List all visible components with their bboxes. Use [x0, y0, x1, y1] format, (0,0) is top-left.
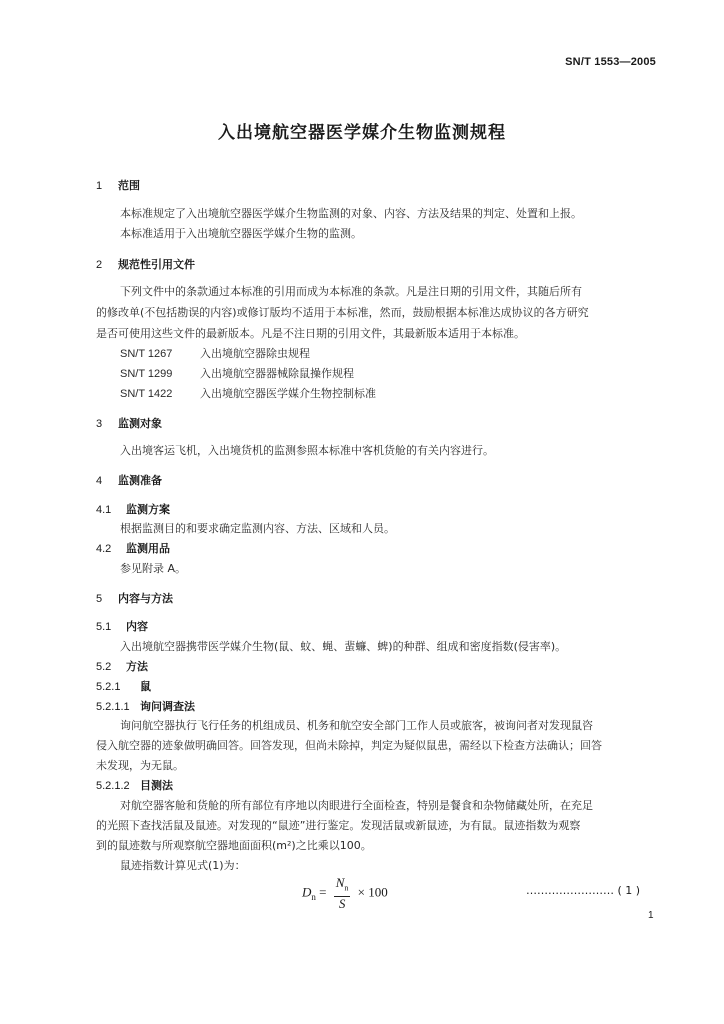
- paragraph-line: 对航空器客舱和货舱的所有部位有序地以肉眼进行全面检查，特别是餐食和杂物储藏处所，在充足: [120, 799, 593, 812]
- formula-denominator: [334, 897, 351, 911]
- reference-item: [120, 365, 354, 381]
- paragraph: 本标准规定了入出境航空器医学媒介生物监测的对象、内容、方法及结果的判定、处置和上报。: [120, 207, 582, 220]
- section-title: 监测对象: [118, 417, 162, 430]
- denominator-symbol: S: [338, 895, 346, 911]
- paragraph: 入出境客运飞机，入出境货机的监测参照本标准中客机货舱的有关内容进行。: [120, 444, 494, 457]
- formula-tail: × 100: [357, 884, 388, 900]
- paragraph-line: 下列文件中的条款通过本标准的引用而成为本标准的条款。凡是注日期的引用文件，其随后所有: [120, 285, 582, 298]
- paragraph: 根据监测目的和要求确定监测内容、方法、区域和人员。: [120, 522, 395, 535]
- section-2-heading: [96, 256, 195, 272]
- subsection-5-2-1-2-heading: [96, 777, 173, 793]
- paragraph-line: 鼠迹指数计算见式(1)为：: [120, 859, 246, 872]
- section-number: 4.2: [96, 543, 112, 555]
- reference-name: 入出境航空器器械除鼠操作规程: [200, 367, 354, 380]
- formula-equals: =: [319, 884, 327, 900]
- section-title: 监测方案: [126, 503, 170, 516]
- section-title: 询问调查法: [140, 700, 195, 713]
- section-title: 目测法: [140, 779, 173, 792]
- paragraph: 入出境航空器携带医学媒介生物(鼠、蚊、蝇、蜚蠊、蜱)的种群、组成和密度指数(侵害率)。: [120, 640, 567, 653]
- document-title: 入出境航空器医学媒介生物监测规程: [218, 123, 506, 143]
- section-title: 监测准备: [118, 474, 162, 487]
- formula-numerator: [334, 876, 351, 897]
- section-title: 范围: [118, 179, 140, 192]
- reference-item: [120, 345, 310, 361]
- subsection-5-2-1-heading: [96, 678, 151, 694]
- section-title: 鼠: [140, 680, 151, 693]
- subsection-4-2-heading: [96, 540, 170, 556]
- paragraph-line: 是否可使用这些文件的最新版本。凡是不注日期的引用文件，其最新版本适用于本标准。: [96, 327, 525, 340]
- section-number: 1: [96, 180, 103, 192]
- section-number: 4: [96, 475, 103, 487]
- reference-item: [120, 385, 376, 401]
- equation-number: …………………… ( 1 ): [526, 884, 641, 897]
- section-number: 3: [96, 418, 103, 430]
- section-number: 5.2.1: [96, 681, 121, 693]
- reference-name: 入出境航空器除虫规程: [200, 347, 310, 360]
- section-number: 5.2.1.1: [96, 701, 130, 713]
- section-title: 方法: [126, 660, 148, 673]
- section-title: 内容: [126, 620, 148, 633]
- paragraph: 本标准适用于入出境航空器医学媒介生物的监测。: [120, 227, 362, 240]
- subsection-5-1-heading: [96, 618, 148, 634]
- standard-number: SN/T 1553—2005: [565, 56, 656, 68]
- reference-code: SN/T 1422: [120, 388, 173, 400]
- reference-name: 入出境航空器医学媒介生物控制标准: [200, 387, 376, 400]
- section-number: 5: [96, 593, 103, 605]
- section-number: 5.1: [96, 621, 112, 633]
- section-3-heading: [96, 415, 162, 431]
- paragraph-line: 未发现，为无鼠。: [96, 759, 184, 772]
- section-number: 4.1: [96, 504, 112, 516]
- formula-1: [302, 876, 388, 911]
- section-title: 内容与方法: [118, 592, 173, 605]
- paragraph-line: 询问航空器执行飞行任务的机组成员、机务和航空安全部门工作人员或旅客，被询问者对发现鼠咨: [120, 719, 593, 732]
- paragraph-line: 侵入航空器的迹象做明确回答。回答发现，但尚未除掉，判定为疑似鼠患，需经以下检查方法确认；回答: [96, 739, 602, 752]
- reference-code: SN/T 1267: [120, 348, 173, 360]
- formula-fraction: [334, 876, 351, 911]
- subsection-5-2-1-1-heading: [96, 698, 195, 714]
- subsection-4-1-heading: [96, 501, 170, 517]
- section-title: 规范性引用文件: [118, 258, 195, 271]
- formula-lhs-subscript: n: [311, 891, 316, 902]
- section-4-heading: [96, 472, 162, 488]
- section-number: 2: [96, 259, 103, 271]
- numerator-subscript: n: [344, 883, 349, 893]
- section-number: 5.2: [96, 661, 112, 673]
- section-number: 5.2.1.2: [96, 780, 130, 792]
- subsection-5-2-heading: [96, 658, 148, 674]
- section-5-heading: [96, 590, 173, 606]
- section-title: 监测用品: [126, 542, 170, 555]
- section-1-heading: [96, 177, 140, 193]
- page-number: 1: [648, 910, 654, 921]
- paragraph: 参见附录 A。: [120, 562, 187, 575]
- numerator-symbol: N: [335, 875, 345, 890]
- formula-lhs: D: [302, 884, 312, 900]
- paragraph-line: 到的鼠迹数与所观察航空器地面面积(m²)之比乘以100。: [96, 839, 372, 852]
- reference-code: SN/T 1299: [120, 368, 173, 380]
- paragraph-line: 的光照下查找活鼠及鼠迹。对发现的“鼠迹”进行鉴定。发现活鼠或新鼠迹，为有鼠。鼠迹指数为观察: [96, 819, 581, 832]
- paragraph-line: 的修改单(不包括勘误的内容)或修订版均不适用于本标准，然而，鼓励根据本标准达成协议的各方研究: [96, 306, 589, 319]
